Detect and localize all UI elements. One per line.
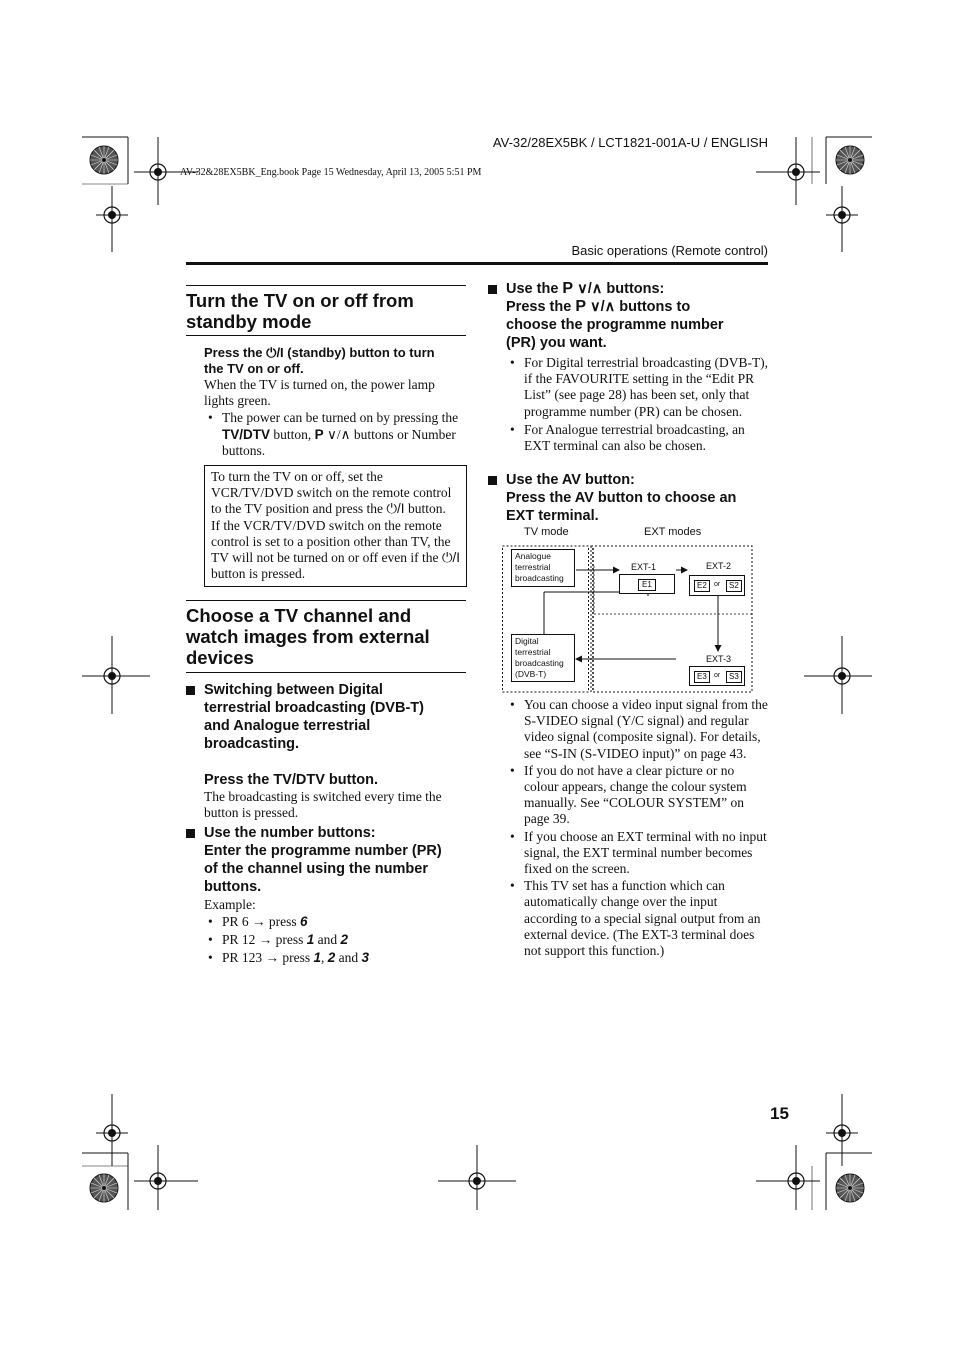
ext2-box (689, 575, 745, 596)
av-bullet-list (506, 697, 770, 959)
p-buttons-heading: Use the P ∨/∧ buttons: Press the P ∨/∧ buttons to choose the programme number (PR) you want. (488, 280, 770, 352)
press-power-block (204, 345, 468, 459)
or-label: or (714, 581, 721, 588)
power-icon: ⏻/I (441, 550, 461, 566)
heading-line: devices (186, 647, 254, 668)
switching-heading: Switching between Digital terrestrial broadcasting (DVB-T) and Analogue terrestrial broadcasting. Press the TV/DTV button. (186, 681, 468, 789)
press-power-line-1: Press the ⏻/I (standby) button to turn (204, 345, 435, 360)
e3-tag: E3 (694, 671, 710, 683)
power-description: When the TV is turned on, the power lamp lights green. (204, 377, 435, 409)
list-item: • For Analogue terrestrial broadcasting, an EXT terminal can also be chosen. (506, 422, 770, 454)
heading-rule-bottom (186, 672, 466, 673)
s3-tag: S3 (726, 671, 742, 683)
heading-rule-bottom (186, 335, 466, 336)
list-item: • The power can be turned on by pressing the TV/DTV button, P ∨/∧ buttons or Number buttons. (204, 410, 468, 459)
heading-turn-on-off (186, 290, 466, 332)
heading-line: standby mode (186, 311, 312, 332)
p-buttons-block (488, 280, 770, 454)
ext3-label: EXT-3 (706, 654, 732, 664)
power-bullet-list (204, 410, 468, 459)
list-item: • PR 6 → press 6 (204, 913, 468, 931)
page-number: 15 (770, 1104, 789, 1123)
ext1-box (619, 574, 675, 594)
or-label: or (714, 672, 721, 679)
ext2-label: EXT-2 (706, 561, 732, 571)
list-item: • This TV set has a function which can automatically change over the input according to a special signal output from an external device. (The EXT-3 terminal does not support this function.) (506, 878, 770, 959)
number-heading: Use the number buttons: Enter the programme number (PR) of the channel using the number buttons. (186, 824, 468, 896)
list-item: • You can choose a video input signal from the S-VIDEO signal (Y/C signal) and regular video signal (composite signal). For details, see “S-IN (S-VIDEO input)” on page 43. (506, 697, 770, 762)
av-button-block (488, 471, 770, 525)
ext1-label: EXT-1 (631, 562, 657, 572)
heading-line: Choose a TV channel and (186, 605, 412, 626)
ext-modes-label: EXT modes (644, 526, 702, 538)
press-power-line-2: the TV on or off. (204, 361, 304, 376)
list-item: • If you do not have a clear picture or no colour appears, change the colour system manually. See “COLOUR SYSTEM” on page 39. (506, 763, 770, 828)
switching-block (186, 681, 468, 821)
list-item: • PR 123 → press 1, 2 and 3 (204, 949, 468, 967)
heading-rule-top (186, 285, 466, 286)
model-line: AV-32/28EX5BK / LCT1821-001A-U / ENGLISH (492, 135, 768, 150)
book-info-line: AV-32&28EX5BK_Eng.book Page 15 Wednesday, April 13, 2005 5:51 PM (180, 167, 482, 178)
header-rule (186, 262, 768, 265)
number-buttons-block (186, 824, 468, 967)
tvdtv-description: The broadcasting is switched every time the button is pressed. (204, 789, 442, 821)
p-buttons-bullet-list (506, 355, 770, 454)
av-heading: Use the AV button: Press the AV button to choose an EXT terminal. (488, 471, 770, 525)
e1-tag: E1 (638, 579, 656, 591)
power-icon: ⏻/I (266, 345, 284, 360)
e2-tag: E2 (694, 580, 710, 592)
list-item: • For Digital terrestrial broadcasting (DVB-T), if the FAVOURITE setting in the “Edit PR List” (see page 28) has been set, only that programme number (PR) can be chosen. (506, 355, 770, 420)
example-label: Example: (204, 897, 256, 912)
note-box: To turn the TV on or off, set the VCR/TV/DVD switch on the remote control to the TV position and press the ⏻/I button. If the VCR/TV/DVD switch on the remote control is set to a position other than TV, the TV will not be turned on or off even if the ⏻/I button is pressed. (204, 465, 467, 587)
heading-choose-channel (186, 605, 466, 668)
list-item: • PR 12 → press 1 and 2 (204, 931, 468, 949)
example-list (204, 913, 468, 967)
s2-tag: S2 (726, 580, 742, 592)
section-header: Basic operations (Remote control) (571, 243, 768, 258)
press-tvdtv: Press the TV/DTV button. (204, 772, 379, 788)
heading-rule-top (186, 600, 466, 601)
analogue-box: Analogue terrestrial broadcasting (511, 549, 575, 587)
square-bullet-icon (488, 476, 497, 485)
square-bullet-icon (186, 829, 195, 838)
mode-diagram (502, 526, 754, 694)
square-bullet-icon (488, 285, 497, 294)
power-icon: ⏻/I (386, 501, 405, 517)
heading-line: watch images from external (186, 626, 430, 647)
tv-mode-label: TV mode (524, 526, 569, 538)
heading-line: Turn the TV on or off from (186, 290, 414, 311)
digital-box: Digital terrestrial broadcasting (DVB-T) (511, 634, 575, 682)
ext3-box (689, 666, 745, 686)
square-bullet-icon (186, 686, 195, 695)
list-item: • If you choose an EXT terminal with no input signal, the EXT terminal number becomes fixed on the screen. (506, 829, 770, 878)
